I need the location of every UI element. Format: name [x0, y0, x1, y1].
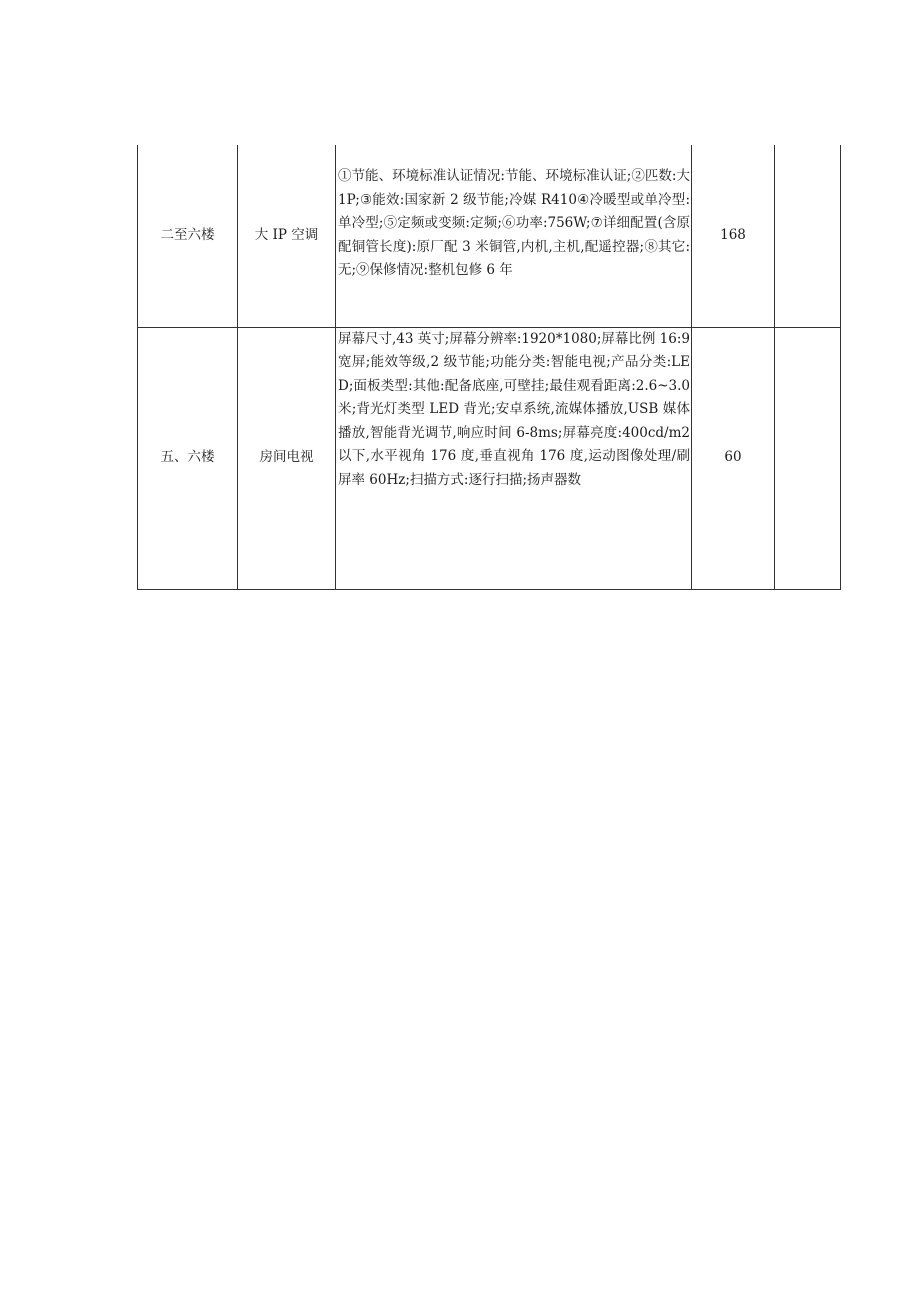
item-name-cell: 大 IP 空调 — [238, 145, 336, 327]
description-cell: 屏幕尺寸,43 英寸;屏幕分辨率:1920*1080;屏幕比例 16:9 宽屏;能效等级,2 级节能;功能分类:智能电视;产品分类:LED;面板类型:其他:配备底座,可壁挂;最佳观看距离:2.6~3.0 米;背光灯类型 LED 背光;安卓系统,流媒体播放,USB 媒体播放,智能背光调节,响应时间 6-8ms;屏幕亮度:400cd/m2 以下,水平视角 176 度,垂直视角 176 度,运动图像处理/刷屏率 60Hz;扫描方式:逐行扫描;扬声器数 — [336, 327, 692, 589]
table-row — [138, 145, 841, 327]
floor-cell: 五、六楼 — [138, 327, 238, 589]
spec-table — [137, 145, 841, 590]
extra-cell — [775, 327, 841, 589]
extra-cell — [775, 145, 841, 327]
quantity-cell: 168 — [692, 145, 775, 327]
description-cell: ①节能、环境标准认证情况:节能、环境标准认证;②匹数:大 1P;③能效:国家新 2 级节能;冷媒 R410④冷暖型或单冷型:单冷型;⑤定频或变频:定频;⑥功率:756W;⑦详细配置(含原配铜管长度):原厂配 3 米铜管,内机,主机,配遥控器;⑧其它:无;⑨保修情况:整机包修 6 年 — [336, 145, 692, 327]
item-name-cell: 房间电视 — [238, 327, 336, 589]
table-row — [138, 327, 841, 589]
quantity-cell: 60 — [692, 327, 775, 589]
floor-cell: 二至六楼 — [138, 145, 238, 327]
